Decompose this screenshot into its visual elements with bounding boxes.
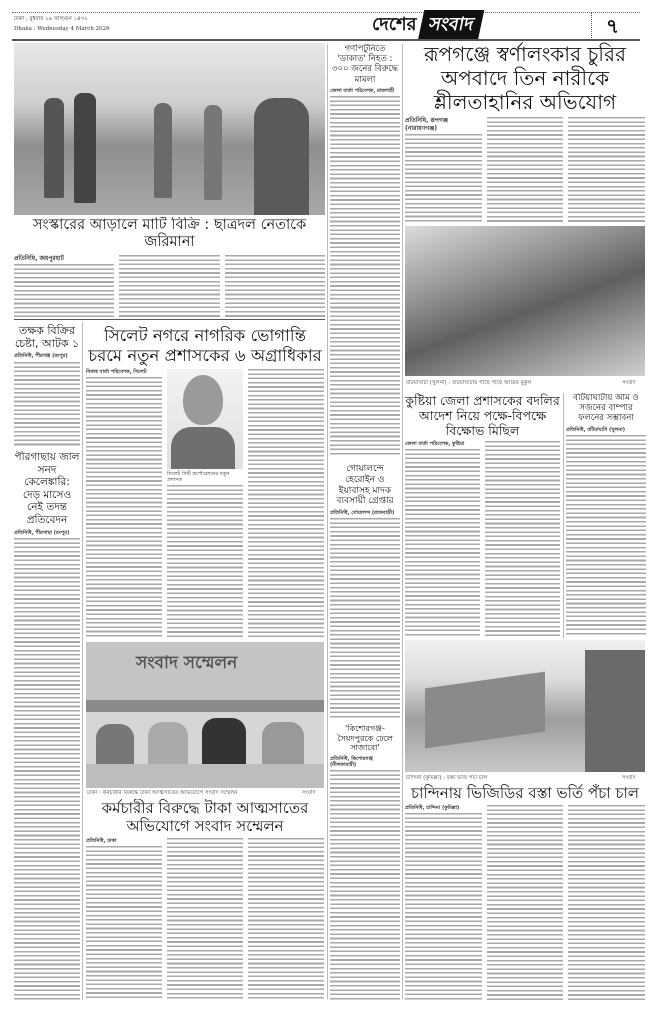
soil-body-col2 bbox=[119, 255, 219, 317]
speaker-figure bbox=[96, 724, 134, 764]
column-divider bbox=[82, 322, 83, 1000]
rupganj-body-col1 bbox=[405, 134, 482, 223]
chandina-byline: প্রতিনিধি, চান্দিনা (কুমিল্লা) bbox=[405, 805, 460, 811]
rule bbox=[14, 319, 325, 320]
column-divider bbox=[402, 44, 403, 999]
pirgachha-story bbox=[14, 451, 80, 1000]
tokkhok-story bbox=[14, 324, 80, 446]
masthead-part-a: দেশের bbox=[372, 13, 417, 35]
speaker-figure bbox=[262, 722, 304, 764]
batiaghata-body bbox=[566, 435, 646, 637]
banner-text: সংবাদ সম্মেলন bbox=[136, 653, 238, 673]
soil-story-photo bbox=[14, 43, 325, 215]
warehouse-wall bbox=[425, 672, 545, 749]
rupganj-body-col3 bbox=[568, 117, 645, 223]
rupganj-byline: প্রতিনিধি, রূপগঞ্জ (নারায়ণগঞ্জ) bbox=[405, 117, 448, 132]
rupganj-headline: রূপগঞ্জে স্বর্ণালংকার চুরির অপবাদে তিন নারীকে শ্লীলতাহানির অভিযোগ bbox=[424, 42, 626, 114]
gonopituni-body bbox=[330, 96, 400, 456]
kushtia-headline: কুষ্টিয়া জেলা প্রশাসকের বদলির আদেশ নিয়ে পক্ষে-বিপক্ষে বিক্ষোভ মিছিল bbox=[405, 393, 560, 438]
portrait-caption: সিলেট সিটি কর্পোরেশনের নতুন প্রশাসক bbox=[167, 470, 230, 483]
date-bengali: ঢাকা : বুধবার ১৯ ফাল্গুন ১৪৩২ bbox=[14, 16, 88, 22]
press-photo-caption: ঢাকা : কর্মচারীর বিরুদ্ধে টাকা আত্মসাতের অভিযোগে সংবাদ সম্মেলন bbox=[87, 790, 238, 796]
shutter bbox=[585, 650, 645, 772]
page-number-divider bbox=[591, 12, 592, 38]
press-headline: কর্মচারীর বিরুদ্ধে টাকা আত্মসাতের অভিযোগে সংবাদ সম্মেলন bbox=[101, 799, 309, 835]
kishoreganj-story bbox=[330, 724, 400, 1000]
batiaghata-byline: প্রতিনিধি, বটিয়াঘাটা (খুলনা) bbox=[566, 426, 626, 433]
soil-byline: প্রতিনিধি, জয়পুরহাট bbox=[14, 254, 64, 262]
chandina-body-col3 bbox=[568, 805, 645, 1000]
goalondo-byline: প্রতিনিধি, গোয়ালন্দ (রাজবাড়ী) bbox=[330, 510, 395, 517]
person-figure bbox=[154, 103, 172, 198]
rotten-rice-photo bbox=[405, 640, 645, 772]
pirgachha-body bbox=[14, 538, 80, 1000]
soil-headline: সংস্কারের আড়ালে মাটি বিক্রি : ছাত্রদল নেতাকে জরিমানা bbox=[32, 217, 307, 251]
chandina-body-col2 bbox=[487, 805, 564, 1000]
goalondo-headline: গোয়ালন্দে হেরোইন ও ইয়াবাসহ মাদক ব্যবসায়ী গ্রেপ্তার bbox=[336, 464, 394, 507]
mango-blossom-photo bbox=[405, 226, 645, 376]
press-body-col2 bbox=[167, 838, 243, 1000]
press-body-col3 bbox=[248, 838, 324, 1000]
goalondo-body bbox=[330, 518, 400, 720]
sylhet-byline: নিজস্ব বার্তা পরিবেশক, সিলেট bbox=[86, 368, 147, 375]
batiaghata-headline: বটিয়াঘাটায় আম ও সজনের বাম্পার ফলনের সম্ভাবনা bbox=[573, 393, 639, 424]
batiaghata-story bbox=[566, 393, 646, 637]
kushtia-story bbox=[405, 393, 560, 637]
date-english: Dhaka : Wednesday 4 March 2026 bbox=[14, 26, 110, 32]
chandina-body-col1 bbox=[405, 813, 482, 1000]
soil-body-col3 bbox=[225, 255, 325, 317]
mango-photo-caption: বটিয়াঘাটা (খুলনা) : বটিয়াঘাটায় গাছে গাছে আমের মুকুল bbox=[406, 380, 532, 386]
gonopituni-byline: জেলা বার্তা পরিবেশক, রাজশাহী bbox=[330, 87, 395, 94]
administrator-portrait bbox=[167, 369, 243, 469]
table bbox=[86, 764, 324, 788]
rupganj-body-col2 bbox=[487, 117, 564, 223]
sylhet-headline: সিলেট নগরে নাগরিক ভোগান্তি চরমে নতুন প্রশাসকের ৬ অগ্রাধিকার bbox=[88, 326, 322, 365]
mango-photo-credit: সংবাদ bbox=[622, 380, 636, 386]
column-divider bbox=[327, 44, 328, 999]
sylhet-body-col2 bbox=[167, 485, 243, 638]
person-figure bbox=[74, 93, 96, 203]
kishoreganj-body bbox=[330, 770, 400, 1000]
portrait-shoulders bbox=[171, 427, 235, 469]
sylhet-body-col3 bbox=[248, 369, 324, 638]
kishoreganj-byline: প্রতিনিধি, কিশোরগঞ্জ (নীলফামারী) bbox=[330, 755, 373, 769]
tokkhok-byline: প্রতিনিধি, পীরগঞ্জ (রংপুর) bbox=[14, 353, 68, 360]
banner bbox=[86, 642, 324, 700]
person-figure bbox=[204, 105, 222, 200]
masthead-part-b: সংবাদ bbox=[417, 10, 484, 41]
kishoreganj-headline: 'কিশোরগঞ্জ-সৈয়দপুরকে ঢেলে সাজাবো' bbox=[337, 724, 393, 753]
speaker-figure bbox=[202, 718, 246, 764]
gonopituni-headline: গণপিটুনিতে 'ডাকাত' নিহত : ৩০০ জনের বিরুদ্ধে মামলা bbox=[331, 44, 399, 85]
kushtia-body-col2 bbox=[485, 441, 560, 637]
soil-story bbox=[14, 217, 325, 317]
pirgachha-headline: পীরগাছায় জাল সনদ কেলেঙ্কারি: দেড় মাসেও নেই তদন্ত প্রতিবেদন bbox=[14, 451, 80, 526]
chandina-story bbox=[405, 784, 645, 1000]
press-byline: প্রতিনিধি, ঢাকা bbox=[86, 838, 117, 844]
press-conference-photo bbox=[86, 642, 324, 788]
kushtia-byline: জেলা বার্তা পরিবেশক, কুষ্টিয়া bbox=[405, 441, 465, 447]
section-masthead bbox=[372, 14, 481, 36]
page-number: ৭ bbox=[606, 14, 620, 38]
chandina-photo-credit: সংবাদ bbox=[622, 775, 636, 781]
pirgachha-byline: প্রতিনিধি, পীরগাছা (রংপুর) bbox=[14, 529, 70, 536]
press-photo-credit: সংবাদ bbox=[302, 790, 316, 796]
header-rule bbox=[12, 39, 640, 41]
person-figure bbox=[44, 98, 64, 198]
banner-strip bbox=[86, 700, 324, 712]
sylhet-body-col1 bbox=[86, 377, 162, 638]
press-story bbox=[86, 799, 324, 1000]
goalondo-story bbox=[330, 464, 400, 720]
person-figure bbox=[254, 98, 309, 215]
soil-body-col1 bbox=[14, 264, 114, 317]
sylhet-story bbox=[86, 326, 324, 638]
portrait-head bbox=[183, 375, 223, 425]
column-divider bbox=[563, 393, 564, 638]
tokkhok-headline: তক্ষক বিক্রির চেষ্টা, আটক ১ bbox=[14, 324, 80, 351]
kushtia-body-col1 bbox=[405, 449, 480, 637]
chandina-headline: চান্দিনায় ভিজিডির বস্তা ভর্তি পঁচা চাল bbox=[411, 784, 639, 802]
gonopituni-story bbox=[330, 44, 400, 456]
top-dotted-rule bbox=[12, 12, 640, 13]
press-body-col1 bbox=[86, 846, 162, 1000]
rupganj-story bbox=[405, 42, 645, 223]
speaker-figure bbox=[148, 722, 188, 764]
tokkhok-body bbox=[14, 362, 80, 446]
chandina-photo-caption: চান্দিনা (কুমিল্লা) : বস্তা ভর্তি পঁচা চাল bbox=[406, 775, 488, 781]
